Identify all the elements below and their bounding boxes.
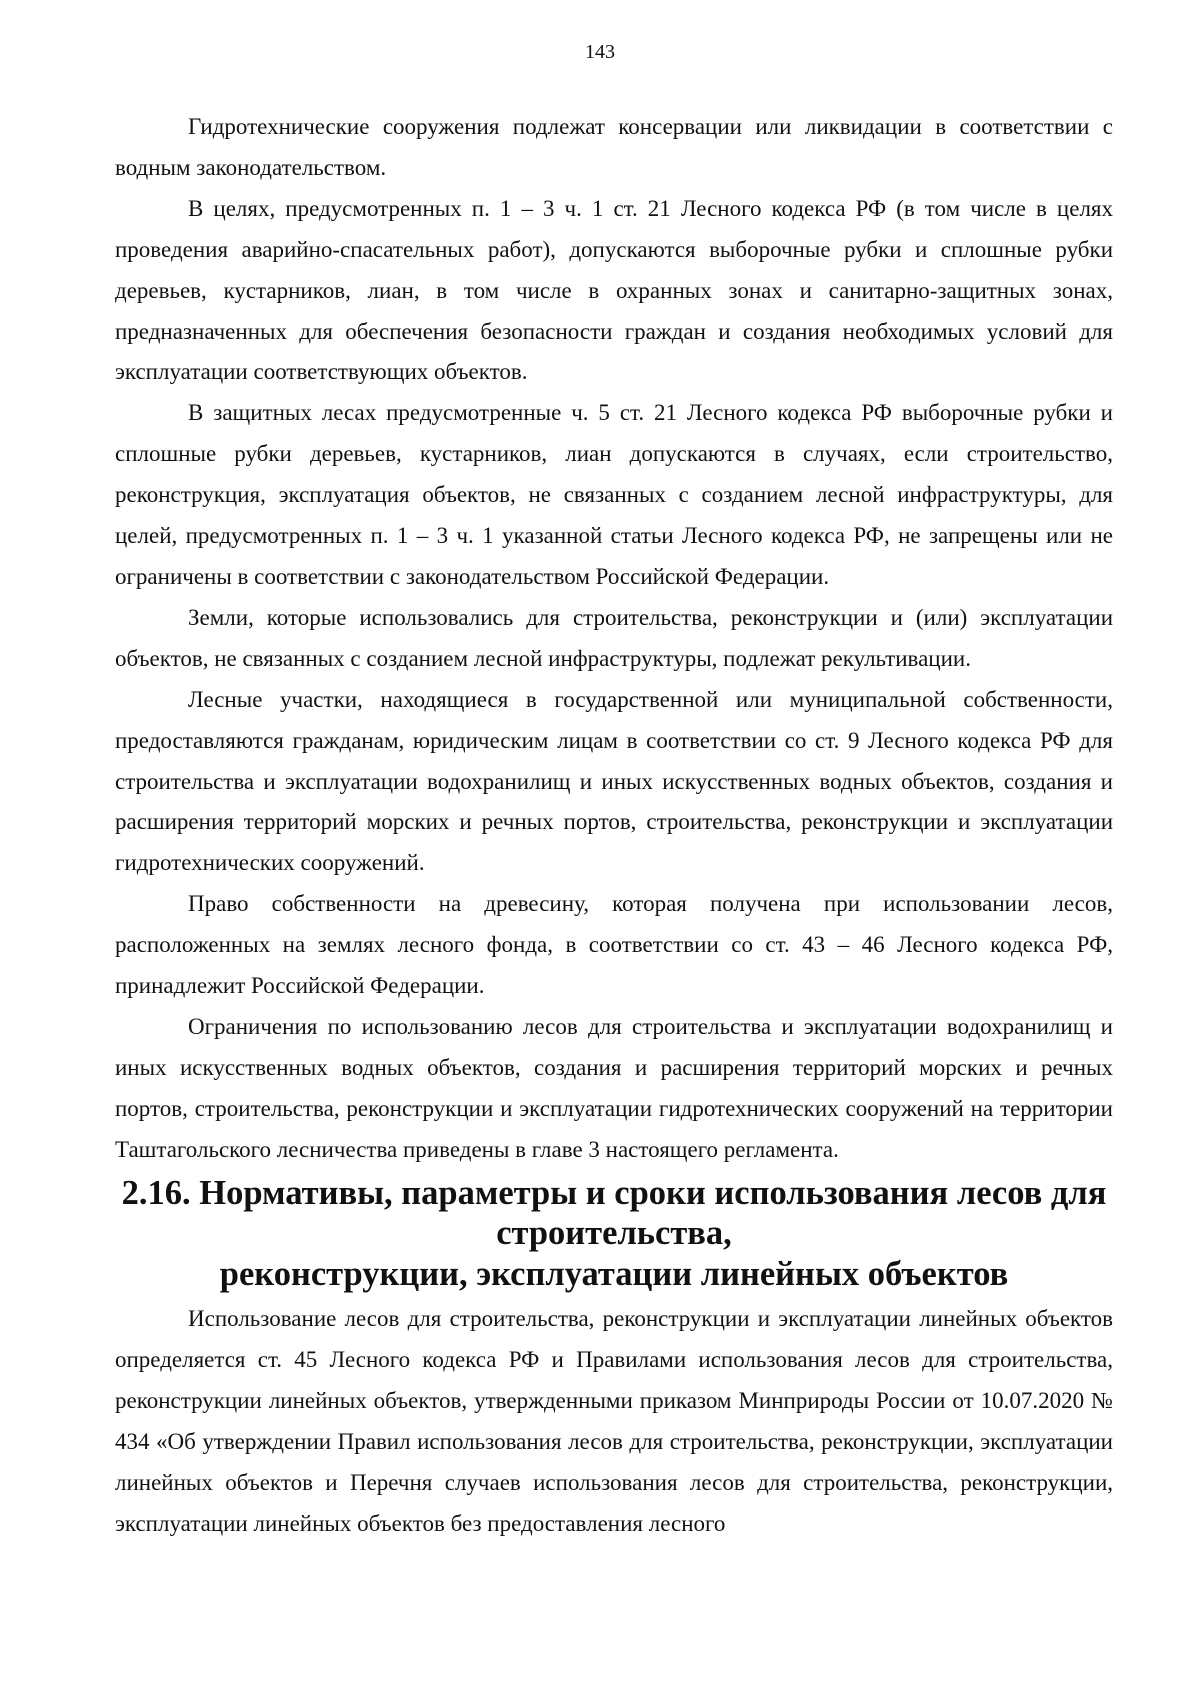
section-heading-line-2: реконструкции, эксплуатации линейных объектов <box>219 1255 1009 1294</box>
paragraph: Земли, которые использовались для строительства, реконструкции и (или) эксплуатации объектов, не связанных с созданием лесной инфраструктуры, подлежат рекультивации. <box>115 604 1113 671</box>
page-number: 143 <box>585 41 615 63</box>
paragraph: Ограничения по использованию лесов для строительства и эксплуатации водохранилищ и иных искусственных водных объектов, создания и расширения территорий морских и речных портов, строительства, реконструкции и эксплуатации гидротехнических сооружений на территории Таштагольского лесничества приведены в главе 3 настоящего регламента. <box>115 1013 1113 1162</box>
page-body <box>115 107 1113 1545</box>
section-heading <box>115 1173 1113 1296</box>
paragraph: Право собственности на древесину, которая получена при использовании лесов, расположенных на землях лесного фонда, в соответствии со ст. 43 – 46 Лесного кодекса РФ, принадлежит Российской Федерации. <box>115 891 1113 999</box>
paragraph: Гидротехнические сооружения подлежат консервации или ликвидации в соответствии с водным законодательством. <box>115 114 1113 180</box>
paragraph: В целях, предусмотренных п. 1 – 3 ч. 1 ст. 21 Лесного кодекса РФ (в том числе в целях проведения аварийно-спасательных работ), допускаются выборочные рубки и сплошные рубки деревьев, кустарников, лиан, в том числе в охранных зонах и санитарно-защитных зонах, предназначенных для обеспечения безопасности граждан и создания необходимых условий для эксплуатации соответствующих объектов. <box>115 195 1113 385</box>
paragraph: Лесные участки, находящиеся в государственной или муниципальной собственности, предоставляются гражданам, юридическим лицам в соответствии со ст. 9 Лесного кодекса РФ для строительства и эксплуатации водохранилищ и иных искусственных водных объектов, создания и расширения территорий морских и речных портов, строительства, реконструкции и эксплуатации гидротехнических сооружений. <box>115 686 1113 876</box>
paragraph: В защитных лесах предусмотренные ч. 5 ст. 21 Лесного кодекса РФ выборочные рубки и сплошные рубки деревьев, кустарников, лиан допускаются в случаях, если строительство, реконструкция, эксплуатация объектов, не связанных с созданием лесной инфраструктуры, для целей, предусмотренных п. 1 – 3 ч. 1 указанной статьи Лесного кодекса РФ, не запрещены или не ограничены в соответствии с законодательством Российской Федерации. <box>115 400 1113 589</box>
section-heading-line-1: 2.16. Нормативы, параметры и сроки использования лесов для строительства, <box>121 1173 1107 1253</box>
paragraph: Использование лесов для строительства, реконструкции и эксплуатации линейных объектов определяется ст. 45 Лесного кодекса РФ и Правилами использования лесов для строительства, реконструкции линейных объектов, утвержденными приказом Минприроды России от 10.07.2020 № 434 «Об утверждении Правил использования лесов для строительства, реконструкции, эксплуатации линейных объектов и Перечня случаев использования лесов для строительства, реконструкции, эксплуатации линейных объектов без предоставления лесного <box>115 1306 1113 1536</box>
